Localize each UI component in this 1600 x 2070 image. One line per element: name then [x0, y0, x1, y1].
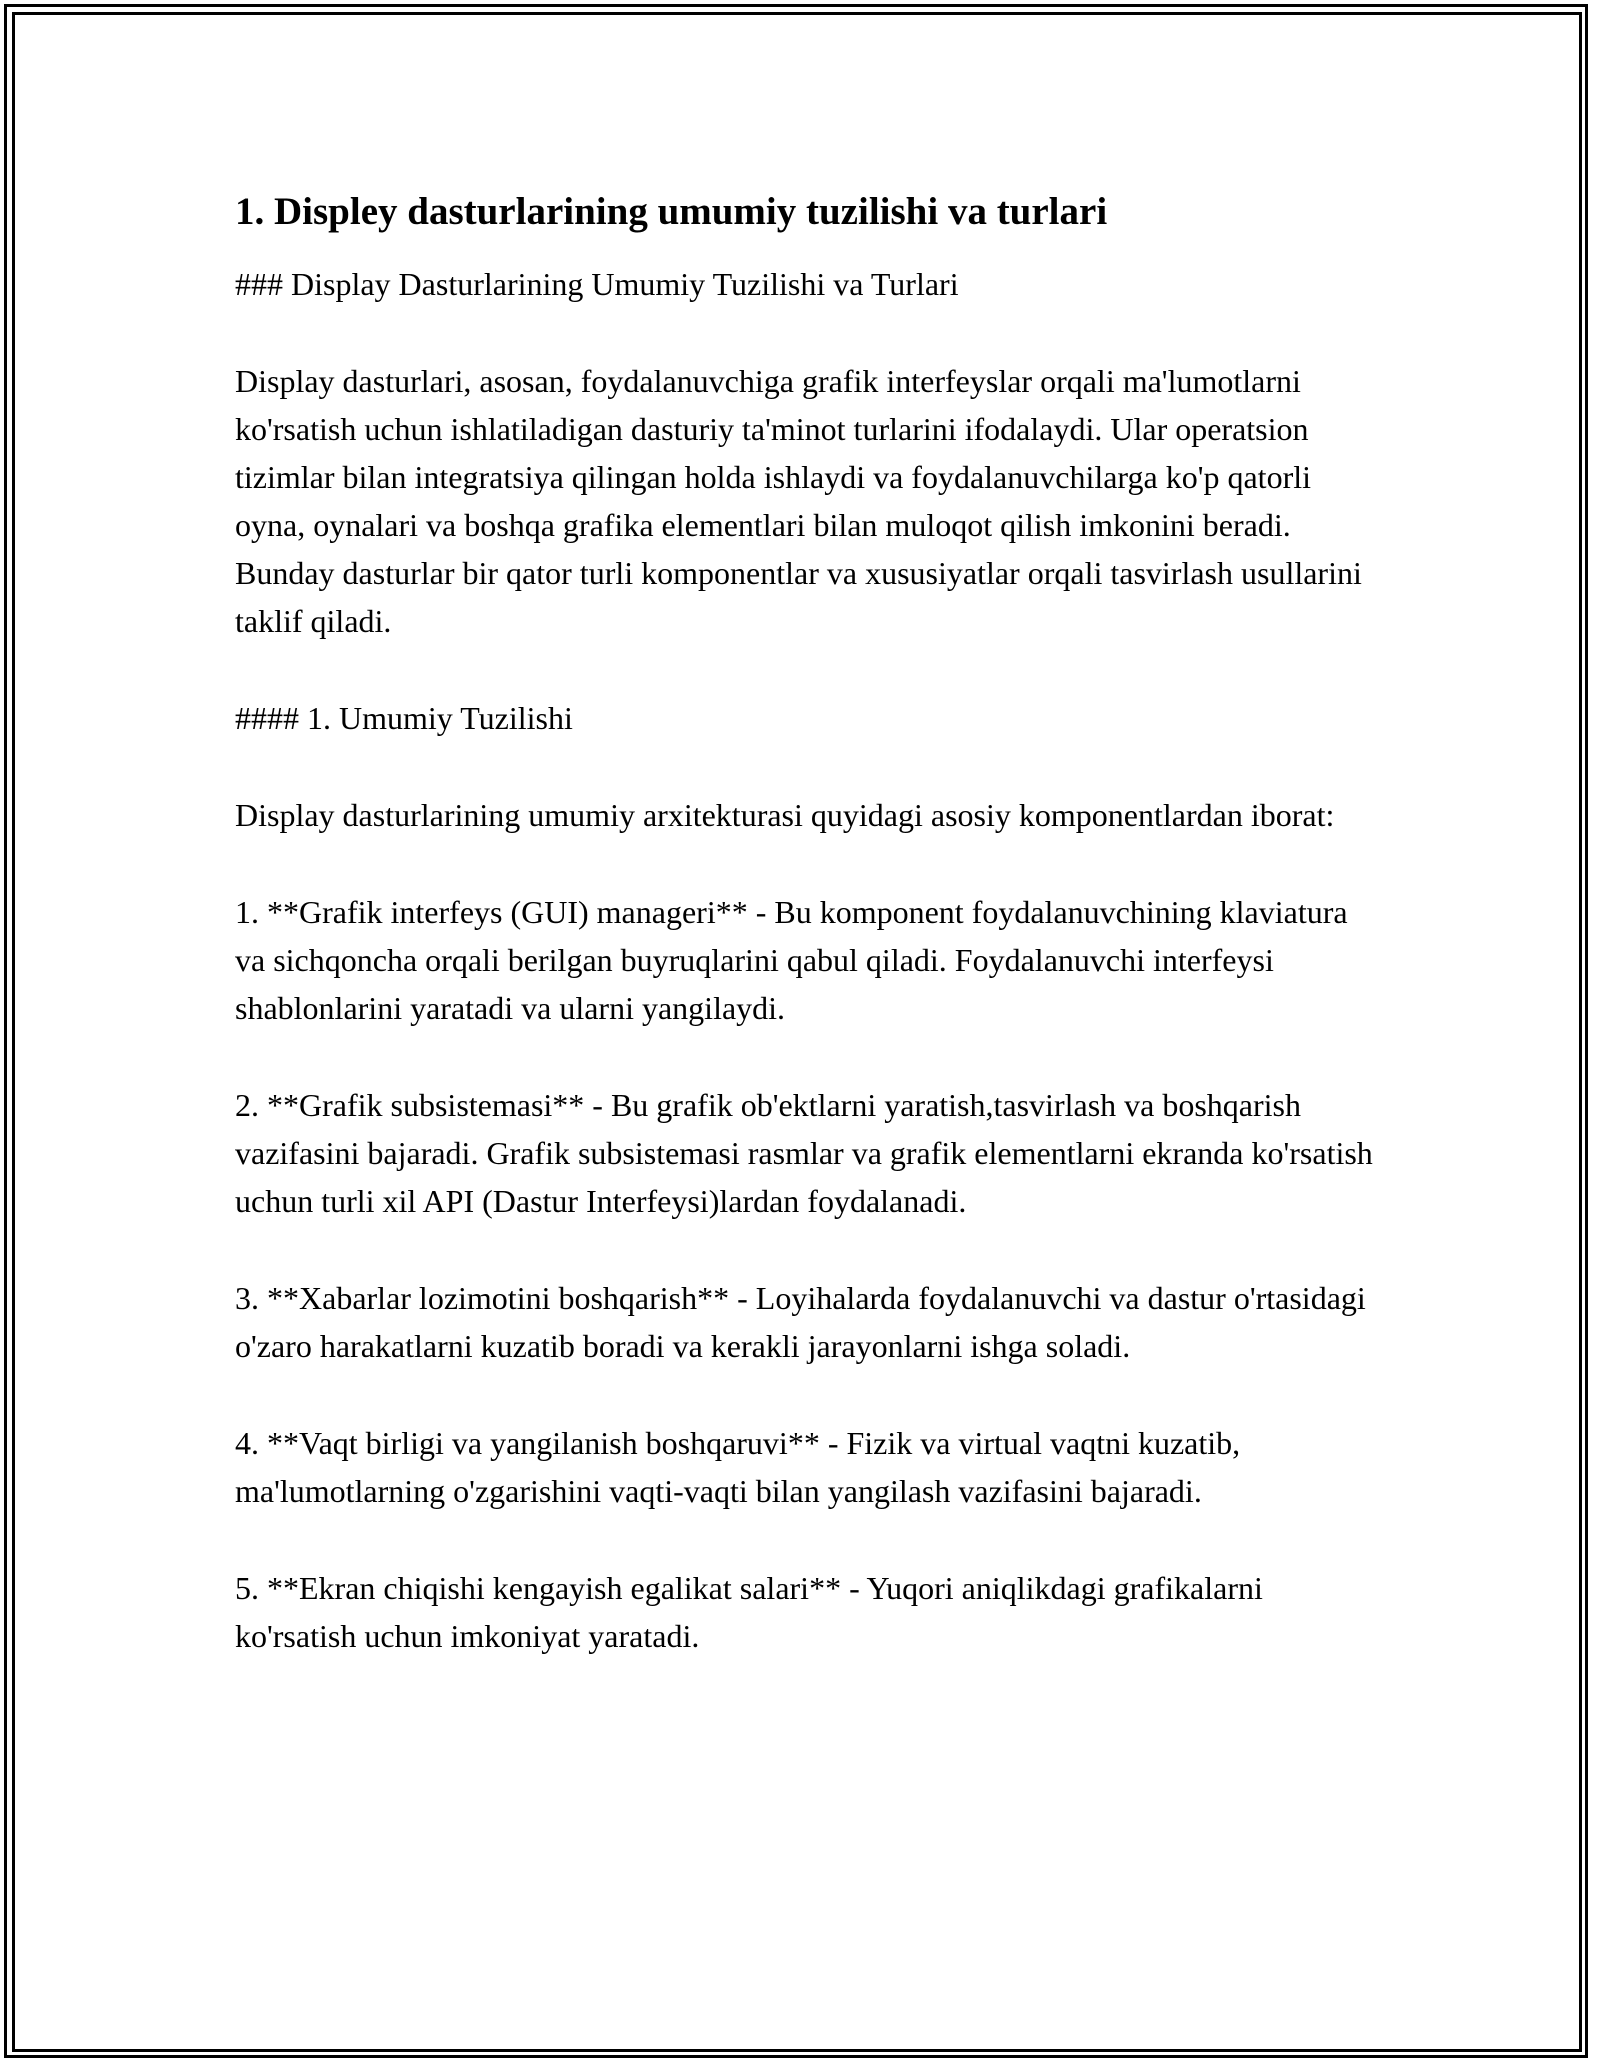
list-item: 1. **Grafik interfeys (GUI) manageri** - Bu komponent foydalanuvchining klaviatura va sichqoncha orqali berilgan buyruqlarini qabul qiladi. Foydalanuvchi interfeysi shablonlarini yaratadi va ularni yangilaydi. [235, 894, 1348, 1026]
section-intro-paragraph: Display dasturlarining umumiy arxitekturasi quyidagi asosiy komponentlardan iborat: [235, 797, 1335, 833]
list-item: 5. **Ekran chiqishi kengayish egalikat salari** - Yuqori aniqlikdagi grafikalarni ko'rsatish uchun imkoniyat yaratadi. [235, 1570, 1263, 1654]
list-item: 2. **Grafik subsistemasi** - Bu grafik ob'ektlarni yaratish,tasvirlash va boshqarish vazifasini bajaradi. Grafik subsistemasi rasmlar va grafik elementlarni ekranda ko'rsatish uchun turli xil API (Dastur Interfeysi)lardan foydalanadi. [235, 1087, 1373, 1219]
document-title: 1. Displey dasturlarining umumiy tuzilishi va turlari [235, 190, 1108, 233]
intro-paragraph: Display dasturlari, asosan, foydalanuvchiga grafik interfeyslar orqali ma'lumotlarni ko'rsatish uchun ishlatiladigan dasturiy ta'minot turlarini ifodalaydi. Ular operatsion tizimlar bilan integratsiya qilingan holda ishlaydi va foydalanuvchilarga ko'p qatorli oyna, oynalari va boshqa grafika elementlari bilan muloqot qilish imkonini beradi. Bunday dasturlar bir qator turli komponentlar va xususiyatlar orqali tasvirlash usullarini taklif qiladi. [235, 363, 1362, 639]
document-subtitle: ### Display Dasturlarining Umumiy Tuzilishi va Turlari [235, 266, 959, 302]
list-item: 3. **Xabarlar lozimotini boshqarish** - Loyihalarda foydalanuvchi va dastur o'rtasidagi o'zaro harakatlarni kuzatib boradi va kerakli jarayonlarni ishga soladi. [235, 1280, 1366, 1364]
section-heading: #### 1. Umumiy Tuzilishi [235, 700, 573, 736]
list-item: 4. **Vaqt birligi va yangilanish boshqaruvi** - Fizik va virtual vaqtni kuzatib, ma'lumotlarning o'zgarishini vaqti-vaqti bilan yangilash vazifasini bajaradi. [235, 1425, 1241, 1509]
document-body [235, 186, 1375, 1709]
